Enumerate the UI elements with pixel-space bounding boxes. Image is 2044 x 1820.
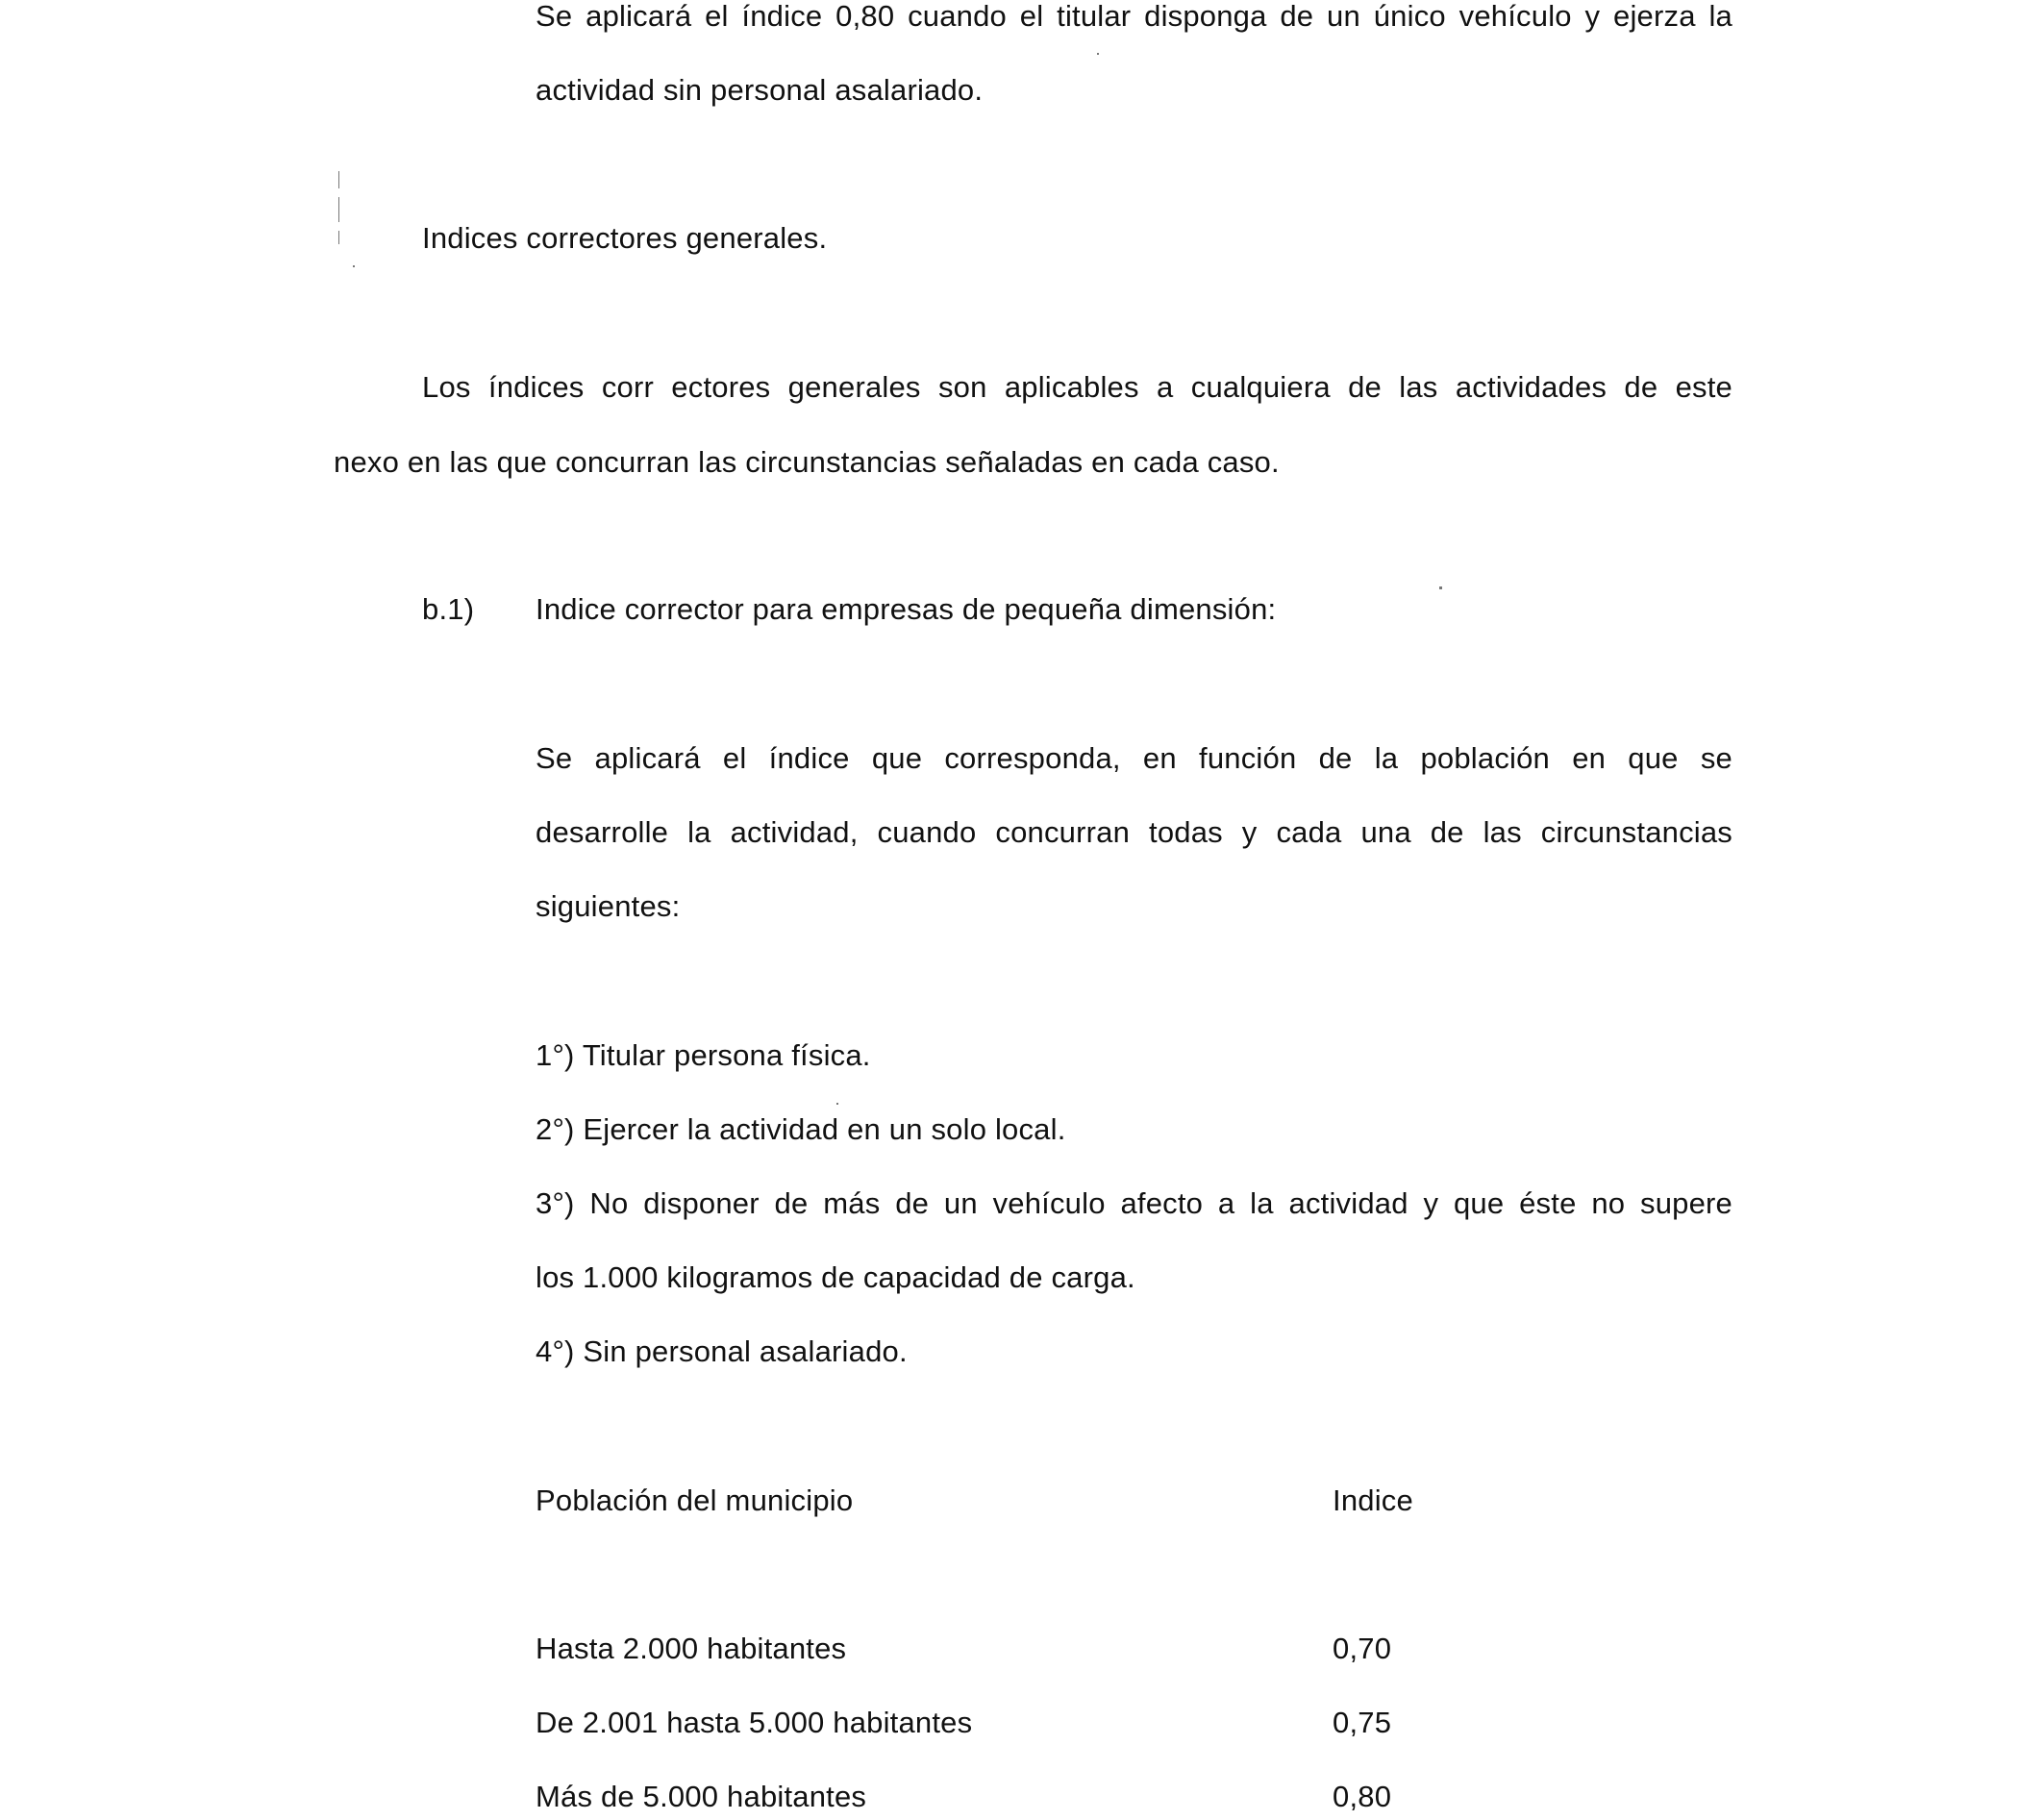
table-cell-population: De 2.001 hasta 5.000 habitantes	[536, 1706, 973, 1739]
table-cell-index: 0,70	[1333, 1632, 1392, 1665]
table-cell-index: 0,80	[1333, 1780, 1392, 1813]
paragraph-3-line-2: desarrolle la actividad, cuando concurran todas y cada una de las circunstancias	[536, 815, 1732, 849]
condition-3-line-2: los 1.000 kilogramos de capacidad de carga.	[536, 1260, 1135, 1294]
paragraph-1-line-2: actividad sin personal asalariado.	[536, 73, 984, 107]
table-header-index: Indice	[1333, 1483, 1413, 1517]
table-cell-population: Hasta 2.000 habitantes	[536, 1632, 847, 1665]
section-heading: Indices correctores generales.	[422, 221, 828, 255]
condition-2: 2°) Ejercer la actividad en un solo local.	[536, 1112, 1066, 1146]
paragraph-3-line-3: siguientes:	[536, 889, 681, 923]
scan-artifact-mark	[338, 197, 339, 222]
paragraph-2-line-2: nexo en las que concurran las circunstancias señaladas en cada caso.	[334, 445, 1280, 479]
condition-1: 1°) Titular persona física.	[536, 1038, 871, 1072]
paragraph-1-line-1: Se aplicará el índice 0,80 cuando el titular disponga de un único vehículo y ejerza la	[536, 0, 1732, 33]
subsection-number: b.1)	[422, 592, 475, 626]
subsection-title: Indice corrector para empresas de pequeña dimensión:	[536, 592, 1277, 626]
scan-artifact-mark	[353, 265, 355, 267]
condition-3-line-1: 3°) No disponer de más de un vehículo afecto a la actividad y que éste no supere	[536, 1186, 1732, 1220]
scan-artifact-mark	[338, 171, 339, 188]
table-header-population: Población del municipio	[536, 1483, 854, 1517]
scan-artifact-mark	[1439, 586, 1442, 589]
condition-4: 4°) Sin personal asalariado.	[536, 1334, 908, 1368]
table-cell-index: 0,75	[1333, 1706, 1392, 1739]
scan-artifact-mark	[1097, 53, 1099, 55]
scan-artifact-mark	[836, 1103, 838, 1105]
paragraph-3-line-1: Se aplicará el índice que corresponda, en función de la población en que se	[536, 741, 1732, 775]
paragraph-2-line-1: Los índices corr ectores generales son aplicables a cualquiera de las actividades de este	[422, 370, 1732, 404]
table-cell-population: Más de 5.000 habitantes	[536, 1780, 867, 1813]
scan-artifact-mark	[338, 231, 339, 244]
